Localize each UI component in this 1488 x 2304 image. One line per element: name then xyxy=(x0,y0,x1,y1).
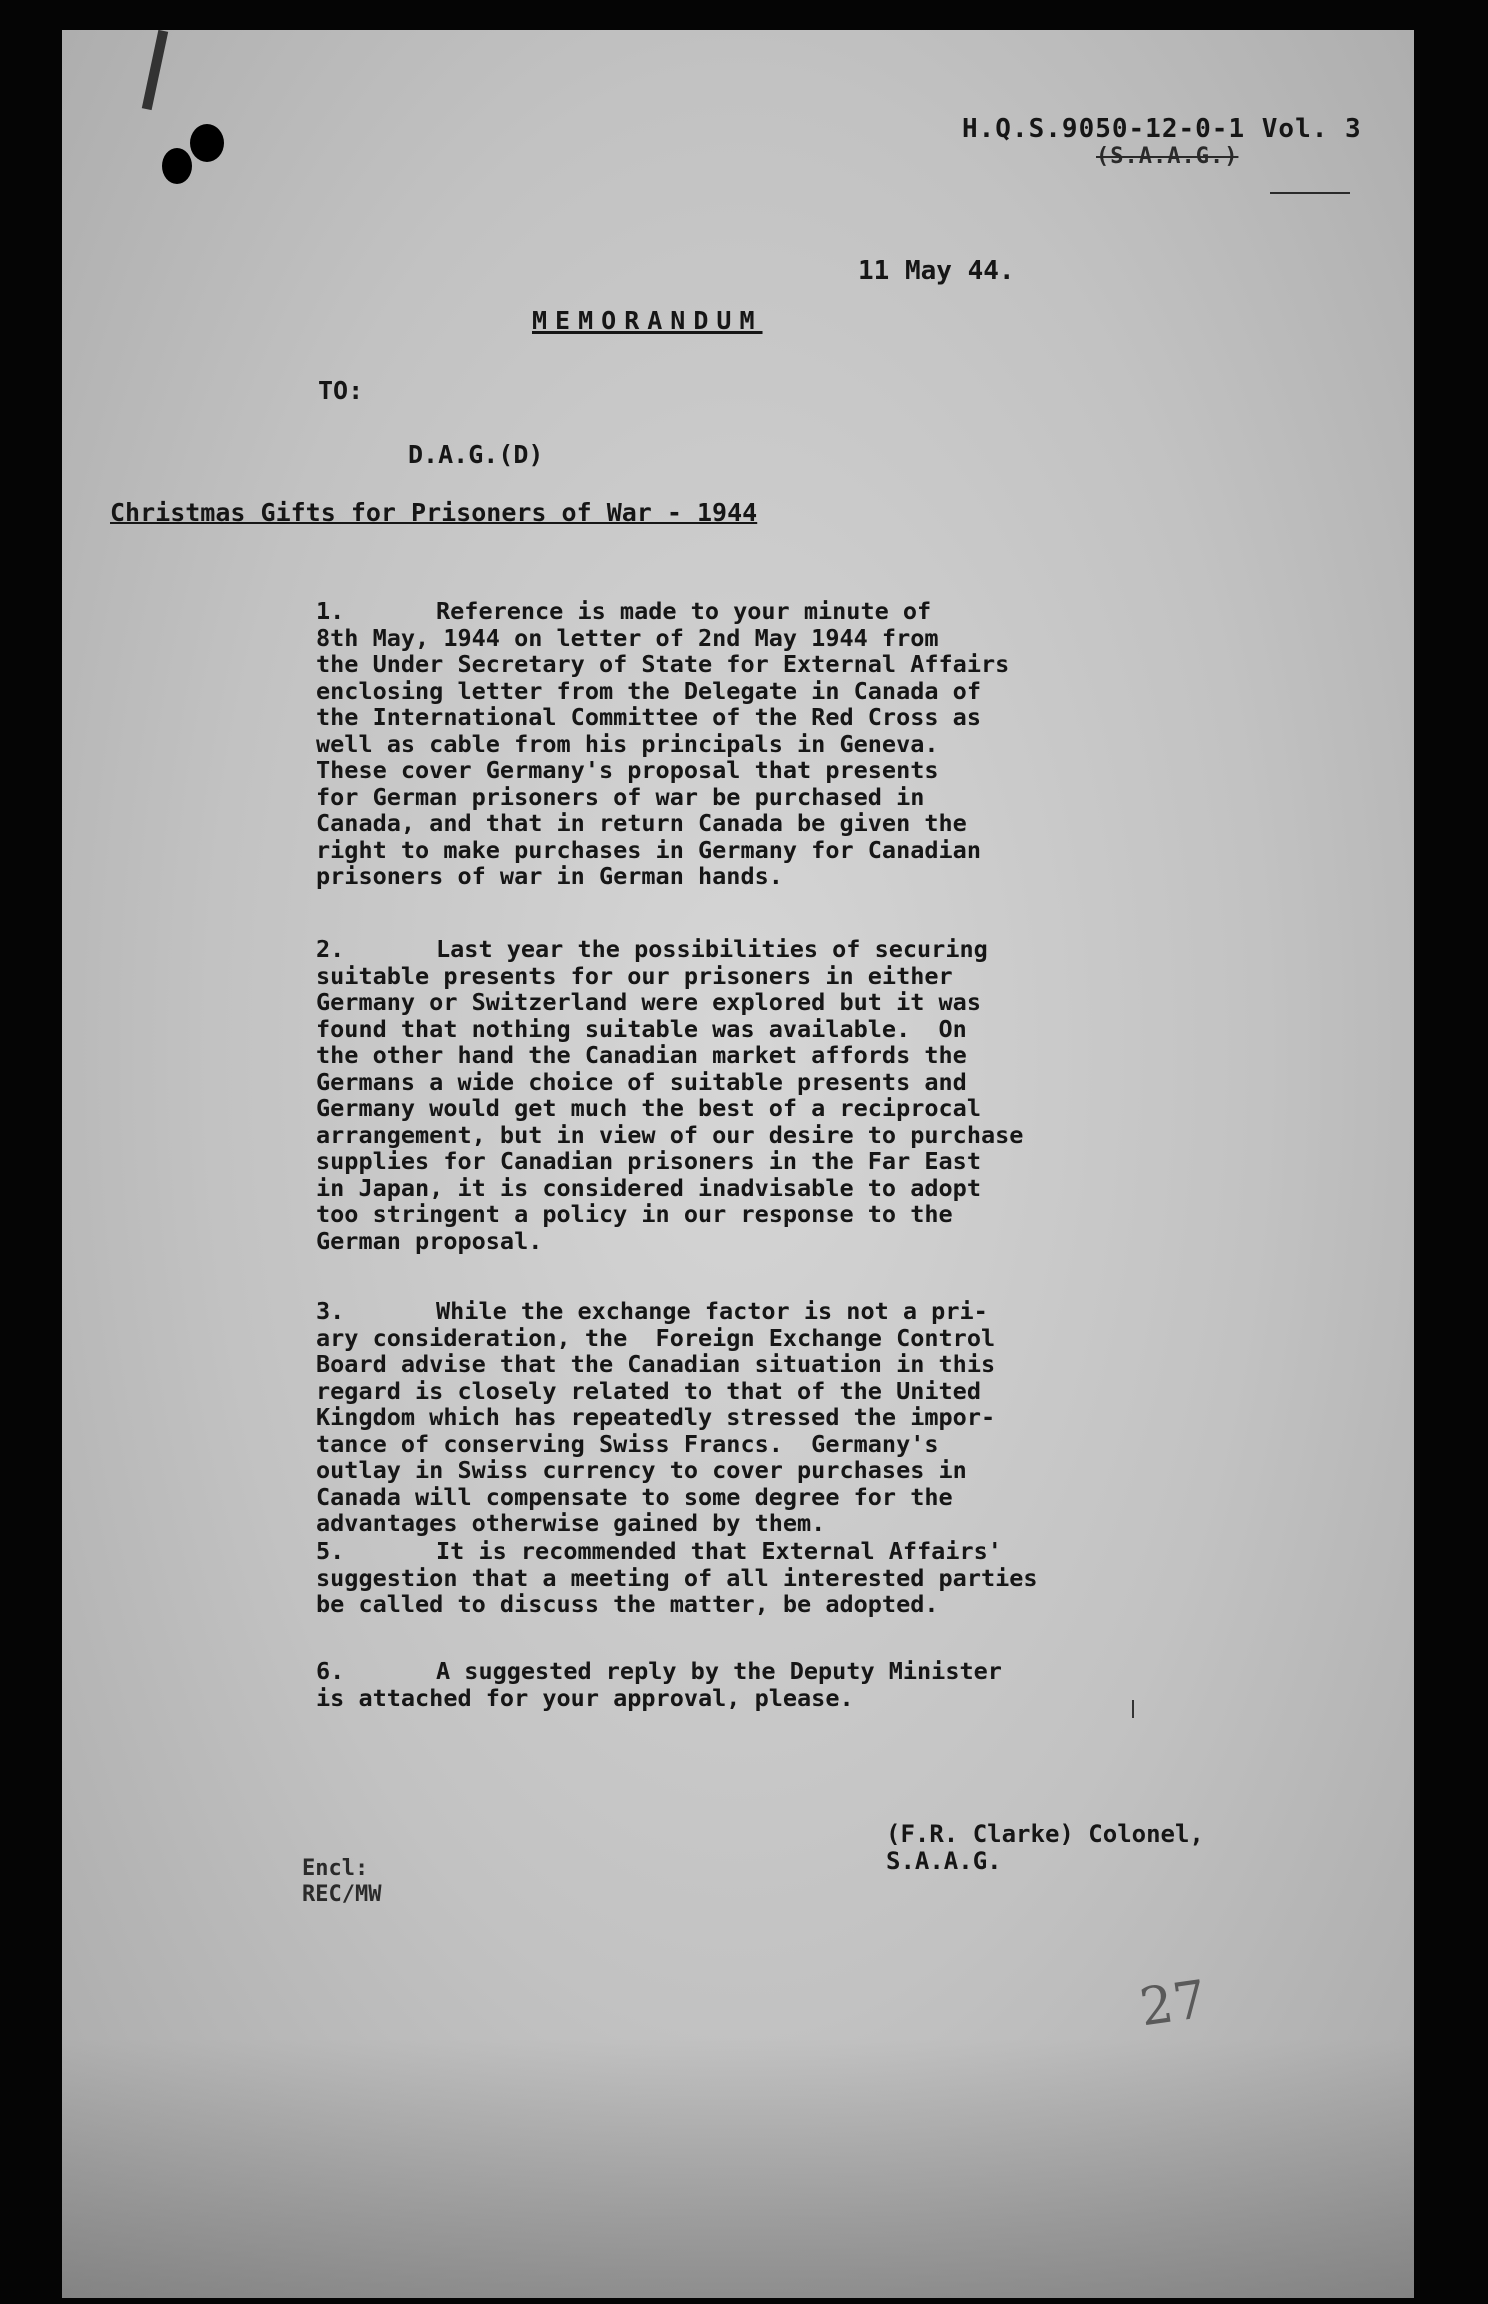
paragraph-1 xyxy=(316,598,1216,890)
signature-name: (F.R. Clarke) Colonel, xyxy=(886,1820,1204,1848)
signature-title: S.A.A.G. xyxy=(886,1847,1002,1875)
ink-blot xyxy=(162,148,192,184)
paragraph-number: 6. xyxy=(316,1657,345,1685)
paragraph-number: 1. xyxy=(316,597,345,625)
paragraph-text: While the exchange factor is not a pri- ary consideration, the Foreign Exchange Control Board advise that the Canadian situation in this regard is closely related to that of the United Kingdom which has repeatedly stressed the impor- tance of conserving Swiss Francs. Germany's outlay in Swiss currency to cover purchases in Canada will compensate to some degree for the advantages otherwise gained by them. xyxy=(316,1297,996,1537)
enclosure-label: Encl: xyxy=(302,1856,369,1881)
paragraph-2 xyxy=(316,936,1216,1254)
ink-blot xyxy=(190,124,224,162)
ink-mark xyxy=(142,30,168,110)
file-reference-sub: (S.A.A.G.) xyxy=(1096,144,1239,169)
file-reference: H.Q.S.9050-12-0-1 Vol. 3 xyxy=(962,114,1362,144)
paragraph-number: 2. xyxy=(316,935,345,963)
paragraph-text: Last year the possibilities of securing suitable presents for our prisoners in either Germany or Switzerland were explored but it was found that nothing suitable was available. On the other hand the Canadian market affords the Germans a wide choice of suitable presents and Germany would get much the best of a reciprocal arrangement, but in view of our desire to purchase supplies for Canadian prisoners in the Far East in Japan, it is considered inadvisable to adopt too stringent a policy in our response to the German proposal. xyxy=(316,935,1024,1255)
paragraph-3 xyxy=(316,1298,1216,1537)
paragraph-text: It is recommended that External Affairs' suggestion that a meeting of all interested parties be called to discuss the matter, be adopted. xyxy=(316,1537,1038,1618)
document-page xyxy=(62,30,1414,2298)
typist-initials: REC/MW xyxy=(302,1882,382,1907)
reference-rule xyxy=(1270,192,1350,194)
memo-date: 11 May 44. xyxy=(858,256,1015,286)
enclosure-block xyxy=(302,1856,381,1908)
paragraph-text: A suggested reply by the Deputy Minister is attached for your approval, please. xyxy=(316,1657,1002,1712)
paragraph-6 xyxy=(316,1658,1216,1711)
recipient: D.A.G.(D) xyxy=(408,440,544,469)
folio-number: 27 xyxy=(1136,1969,1211,2039)
memo-subject: Christmas Gifts for Prisoners of War - 1944 xyxy=(110,498,758,527)
paragraph-text: Reference is made to your minute of 8th May, 1944 on letter of 2nd May 1944 from the Under Secretary of State for External Affairs enclosing letter from the Delegate in Canada of the International Committee of the Red Cross as well as cable from his principals in Geneva. These cover Germany's proposal that presents for German prisoners of war be purchased in Canada, and that in return Canada be given the right to make purchases in Germany for Canadian prisoners of war in German hands. xyxy=(316,597,1010,890)
paragraph-number: 3. xyxy=(316,1297,345,1325)
to-label: TO: xyxy=(318,376,364,405)
memo-title: MEMORANDUM xyxy=(532,306,763,335)
signature-block xyxy=(886,1821,1204,1875)
paragraph-5 xyxy=(316,1538,1216,1618)
margin-tick xyxy=(1132,1700,1134,1718)
paragraph-number: 5. xyxy=(316,1537,345,1565)
